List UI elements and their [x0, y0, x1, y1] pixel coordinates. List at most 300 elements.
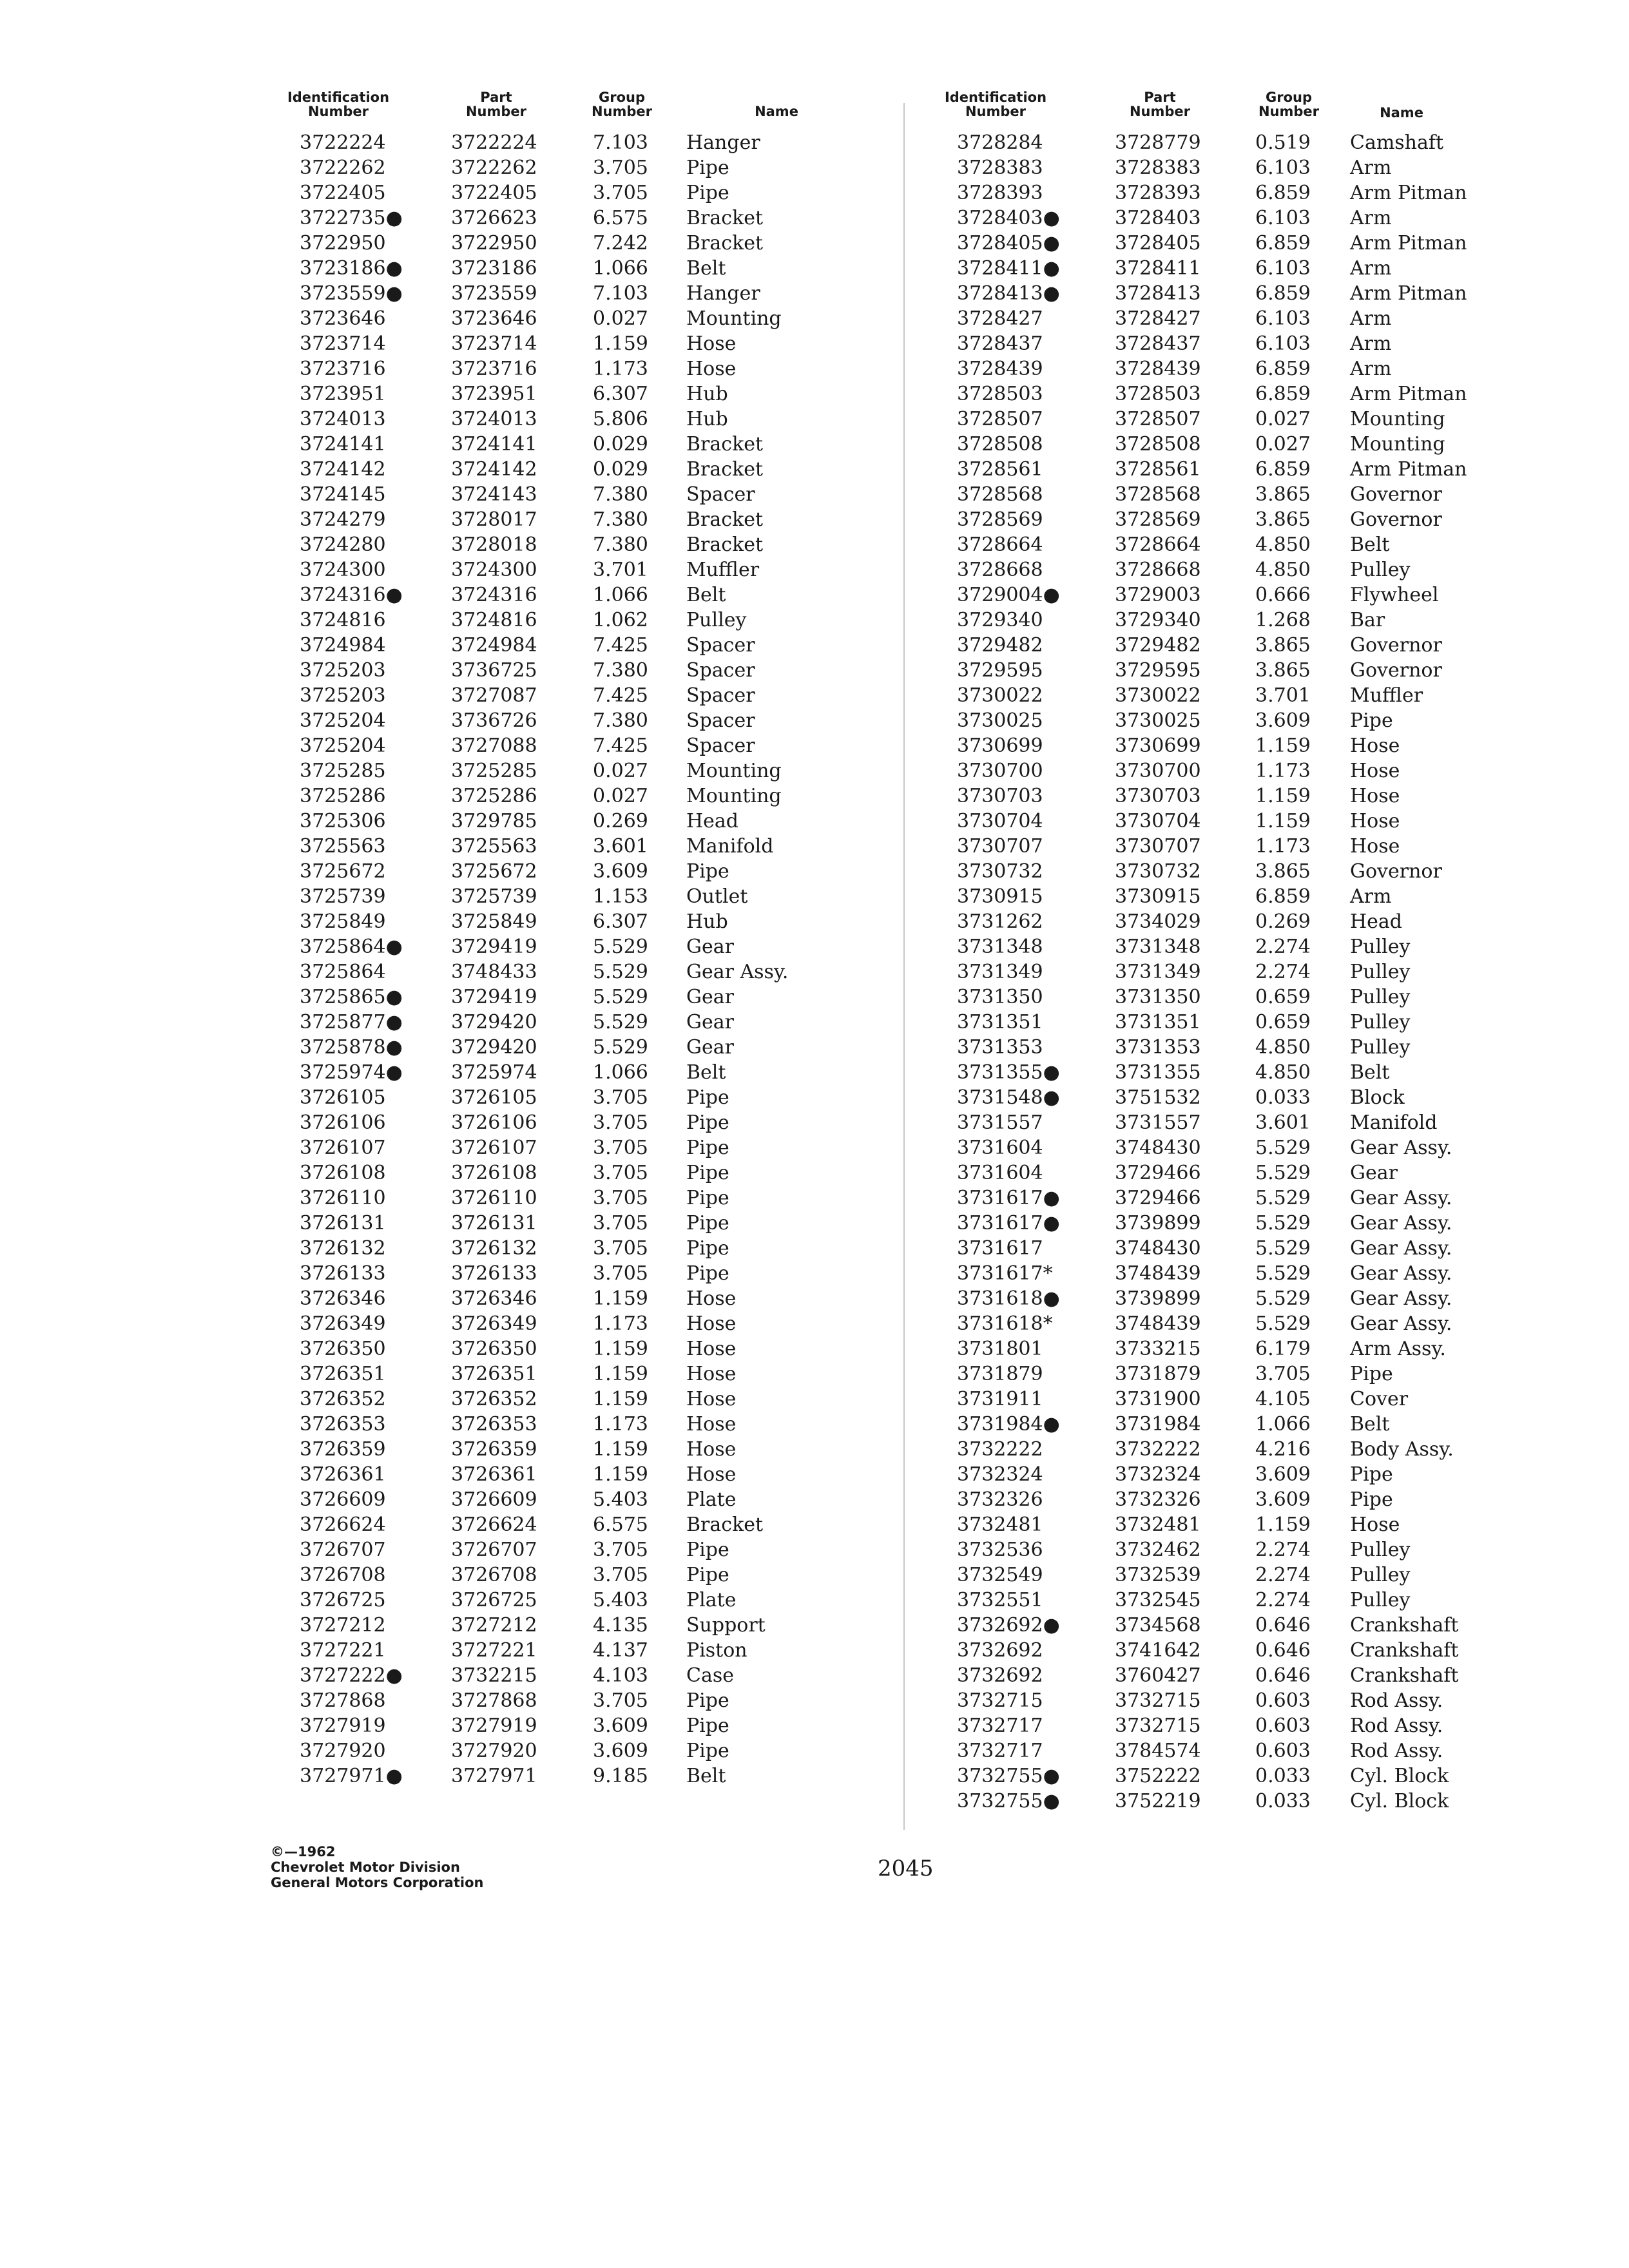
part-name-cell: Spacer — [686, 709, 755, 732]
part-number-cell: 3732545 — [1115, 1589, 1201, 1611]
part-number-cell: 3727212 — [451, 1614, 537, 1637]
group-number-cell: 6.103 — [1255, 157, 1311, 179]
part-number-cell: 3731348 — [1115, 936, 1201, 958]
part-name-cell: Belt — [1350, 1413, 1390, 1436]
group-number-cell: 0.027 — [593, 760, 648, 782]
part-number-cell: 3726350 — [451, 1338, 537, 1360]
group-number-cell: 1.173 — [1255, 835, 1311, 858]
part-number-cell: 3726708 — [451, 1564, 537, 1586]
part-number-cell: 3728427 — [1115, 307, 1201, 330]
part-name-cell: Pipe — [686, 1162, 729, 1184]
part-name-cell: Hose — [686, 332, 737, 355]
identification-number-cell: 3726133 — [300, 1262, 386, 1285]
part-number-cell: 3726106 — [451, 1111, 537, 1134]
part-number-cell: 3724141 — [451, 433, 537, 456]
part-name-cell: Bracket — [686, 533, 764, 556]
identification-number-cell: 3725849 — [300, 910, 386, 933]
group-number-cell: 1.173 — [593, 1312, 648, 1335]
identification-number-cell: 3732715 — [957, 1689, 1043, 1712]
part-name-cell: Spacer — [686, 735, 755, 757]
part-name-cell: Belt — [686, 1765, 726, 1787]
group-number-cell: 3.705 — [593, 1564, 648, 1586]
part-number-cell: 3730025 — [1115, 709, 1201, 732]
identification-number-cell: 3724142 — [300, 458, 386, 481]
part-number-cell: 3726623 — [451, 207, 537, 229]
part-number-cell: 3784574 — [1115, 1740, 1201, 1762]
group-number-cell: 1.066 — [1255, 1413, 1311, 1436]
group-number-cell: 0.603 — [1255, 1740, 1311, 1762]
group-number-cell: 1.173 — [593, 1413, 648, 1436]
part-name-cell: Pulley — [1350, 1564, 1411, 1586]
part-number-cell: 3741642 — [1115, 1639, 1201, 1662]
identification-number-cell: 3728664 — [957, 533, 1043, 556]
part-number-cell: 3727971 — [451, 1765, 537, 1787]
part-number-cell: 3725739 — [451, 885, 537, 908]
part-number-cell: 3733215 — [1115, 1338, 1201, 1360]
part-number-cell: 3726707 — [451, 1539, 537, 1561]
group-number-cell: 3.865 — [1255, 659, 1311, 682]
group-number-cell: 7.242 — [593, 232, 648, 255]
group-number-cell: 7.380 — [593, 508, 648, 531]
part-name-cell: Bracket — [686, 508, 764, 531]
part-name-cell: Pipe — [686, 1689, 729, 1712]
group-number-cell: 7.380 — [593, 533, 648, 556]
identification-number-cell: 3726708 — [300, 1564, 386, 1586]
identification-number-cell: 3732326 — [957, 1488, 1043, 1511]
group-number-cell: 3.609 — [593, 860, 648, 883]
part-number-cell: 3732462 — [1115, 1539, 1201, 1561]
identification-number-cell: 3730703 — [957, 785, 1043, 807]
group-number-cell: 5.529 — [593, 986, 648, 1008]
header-name-label: Name — [1380, 105, 1423, 120]
part-number-cell: 3731557 — [1115, 1111, 1201, 1134]
part-name-cell: Block — [1350, 1086, 1405, 1109]
part-name-cell: Hub — [686, 383, 728, 405]
part-name-cell: Manifold — [686, 835, 774, 858]
part-name-cell: Mounting — [1350, 433, 1445, 456]
group-number-cell: 6.179 — [1255, 1338, 1311, 1360]
part-number-cell: 3728393 — [1115, 182, 1201, 204]
group-number-cell: 7.425 — [593, 634, 648, 657]
part-number-cell: 3736726 — [451, 709, 537, 732]
identification-number-cell: 3732536 — [957, 1539, 1043, 1561]
part-name-cell: Muffler — [1350, 684, 1423, 707]
group-number-cell: 3.609 — [1255, 1488, 1311, 1511]
identification-number-cell: 3728439 — [957, 358, 1043, 380]
group-number-cell: 0.027 — [1255, 408, 1311, 430]
identification-number-cell: 3723186● — [300, 257, 403, 280]
part-name-cell: Hose — [686, 1388, 737, 1410]
group-number-cell: 9.185 — [593, 1765, 648, 1787]
part-name-cell: Hose — [1350, 735, 1400, 757]
part-name-cell: Pulley — [1350, 961, 1411, 983]
identification-number-cell: 3730707 — [957, 835, 1043, 858]
group-number-cell: 0.033 — [1255, 1086, 1311, 1109]
identification-number-cell: 3726108 — [300, 1162, 386, 1184]
part-number-cell: 3726107 — [451, 1137, 537, 1159]
part-number-cell: 3730699 — [1115, 735, 1201, 757]
group-number-cell: 3.865 — [1255, 634, 1311, 657]
header-identification-number — [274, 90, 403, 119]
group-number-cell: 0.029 — [593, 433, 648, 456]
group-number-cell: 3.705 — [593, 157, 648, 179]
group-number-cell: 4.105 — [1255, 1388, 1311, 1410]
part-name-cell: Arm Pitman — [1350, 182, 1467, 204]
group-number-cell: 0.027 — [1255, 433, 1311, 456]
identification-number-cell: 3731557 — [957, 1111, 1043, 1134]
part-number-cell: 3729785 — [451, 810, 537, 832]
group-number-cell: 3.865 — [1255, 860, 1311, 883]
group-number-cell: 3.865 — [1255, 508, 1311, 531]
group-number-cell: 3.601 — [1255, 1111, 1311, 1134]
part-number-cell: 3739899 — [1115, 1287, 1201, 1310]
part-number-cell: 3724984 — [451, 634, 537, 657]
part-number-cell: 3723559 — [451, 282, 537, 305]
group-number-cell: 4.103 — [593, 1664, 648, 1687]
part-number-cell: 3728383 — [1115, 157, 1201, 179]
group-number-cell: 5.529 — [1255, 1162, 1311, 1184]
part-name-cell: Pipe — [1350, 1363, 1393, 1385]
part-number-cell: 3724013 — [451, 408, 537, 430]
identification-number-cell: 3727920 — [300, 1740, 386, 1762]
part-number-cell: 3722262 — [451, 157, 537, 179]
identification-number-cell: 3726624 — [300, 1514, 386, 1536]
group-number-cell: 3.609 — [593, 1740, 648, 1762]
identification-number-cell: 3731349 — [957, 961, 1043, 983]
header-name — [728, 104, 825, 119]
part-number-cell: 3726353 — [451, 1413, 537, 1436]
part-name-cell: Governor — [1350, 860, 1442, 883]
part-name-cell: Gear Assy. — [686, 961, 789, 983]
part-name-cell: Pulley — [1350, 559, 1411, 581]
part-name-cell: Pipe — [1350, 1463, 1393, 1486]
part-name-cell: Pipe — [686, 1086, 729, 1109]
part-number-cell: 3723716 — [451, 358, 537, 380]
part-name-cell: Arm — [1350, 257, 1392, 280]
identification-number-cell: 3726131 — [300, 1212, 386, 1235]
part-name-cell: Bracket — [686, 458, 764, 481]
group-number-cell: 6.103 — [1255, 257, 1311, 280]
group-number-cell: 1.159 — [593, 332, 648, 355]
identification-number-cell: 3732755● — [957, 1765, 1060, 1787]
part-number-cell: 3730700 — [1115, 760, 1201, 782]
part-number-cell: 3748439 — [1115, 1262, 1201, 1285]
copyright-line: ©—1962 — [271, 1844, 336, 1860]
identification-number-cell: 3727221 — [300, 1639, 386, 1662]
identification-number-cell: 3731617● — [957, 1187, 1060, 1209]
identification-number-cell: 3726353 — [300, 1413, 386, 1436]
group-number-cell: 3.705 — [593, 1137, 648, 1159]
part-name-cell: Crankshaft — [1350, 1614, 1459, 1637]
group-number-cell: 5.529 — [1255, 1237, 1311, 1260]
part-number-cell: 3731349 — [1115, 961, 1201, 983]
identification-number-cell: 3731617 — [957, 1237, 1043, 1260]
identification-number-cell: 3725286 — [300, 785, 386, 807]
header-part-line2: Number — [465, 104, 527, 119]
part-name-cell: Gear Assy. — [1350, 1187, 1452, 1209]
part-name-cell: Hose — [686, 358, 737, 380]
identification-number-cell: 3727212 — [300, 1614, 386, 1637]
part-number-cell: 3726624 — [451, 1514, 537, 1536]
group-number-cell: 1.159 — [593, 1338, 648, 1360]
part-name-cell: Pulley — [1350, 1011, 1411, 1033]
identification-number-cell: 3731618● — [957, 1287, 1060, 1310]
part-name-cell: Arm Pitman — [1350, 232, 1467, 255]
identification-number-cell: 3724816 — [300, 609, 386, 631]
identification-number-cell: 3722735● — [300, 207, 403, 229]
group-number-cell: 5.403 — [593, 1488, 648, 1511]
part-number-cell: 3726346 — [451, 1287, 537, 1310]
part-name-cell: Pipe — [686, 1539, 729, 1561]
identification-number-cell: 3727919 — [300, 1715, 386, 1737]
part-name-cell: Body Assy. — [1350, 1438, 1454, 1461]
part-name-cell: Gear — [686, 1036, 734, 1059]
identification-number-cell: 3725204 — [300, 735, 386, 757]
identification-number-cell: 3723559● — [300, 282, 403, 305]
part-name-cell: Gear — [686, 936, 734, 958]
header-name-label: Name — [755, 104, 798, 119]
part-number-cell: 3727920 — [451, 1740, 537, 1762]
identification-number-cell: 3726350 — [300, 1338, 386, 1360]
group-number-cell: 0.646 — [1255, 1664, 1311, 1687]
part-name-cell: Hose — [686, 1287, 737, 1310]
part-number-cell: 3728779 — [1115, 131, 1201, 154]
part-name-cell: Spacer — [686, 634, 755, 657]
part-number-cell: 3727087 — [451, 684, 537, 707]
identification-number-cell: 3725672 — [300, 860, 386, 883]
part-number-cell: 3722950 — [451, 232, 537, 255]
identification-number-cell: 3724280 — [300, 533, 386, 556]
identification-number-cell: 3732692● — [957, 1614, 1060, 1637]
part-number-cell: 3732215 — [451, 1664, 537, 1687]
part-name-cell: Bracket — [686, 232, 764, 255]
identification-number-cell: 3731617* — [957, 1262, 1053, 1285]
header-part-line1: Part — [480, 90, 512, 105]
part-name-cell: Arm Pitman — [1350, 383, 1467, 405]
header-part-line1: Part — [1144, 90, 1176, 105]
group-number-cell: 0.269 — [1255, 910, 1311, 933]
identification-number-cell: 3729595 — [957, 659, 1043, 682]
identification-number-cell: 3731617● — [957, 1212, 1060, 1235]
part-number-cell: 3730704 — [1115, 810, 1201, 832]
group-number-cell: 0.646 — [1255, 1614, 1311, 1637]
part-name-cell: Arm — [1350, 885, 1392, 908]
group-number-cell: 6.575 — [593, 1514, 648, 1536]
identification-number-cell: 3724013 — [300, 408, 386, 430]
part-number-cell: 3723714 — [451, 332, 537, 355]
part-name-cell: Hose — [686, 1413, 737, 1436]
identification-number-cell: 3725306 — [300, 810, 386, 832]
identification-number-cell: 3732755● — [957, 1790, 1060, 1812]
part-number-cell: 3730915 — [1115, 885, 1201, 908]
identification-number-cell: 3725864 — [300, 961, 386, 983]
part-name-cell: Governor — [1350, 659, 1442, 682]
header-part-number — [1115, 90, 1205, 119]
part-name-cell: Pipe — [686, 1187, 729, 1209]
identification-number-cell: 3731604 — [957, 1162, 1043, 1184]
part-number-cell: 3729419 — [451, 936, 537, 958]
group-number-cell: 3.705 — [593, 1187, 648, 1209]
part-number-cell: 3725285 — [451, 760, 537, 782]
identification-number-cell: 3732222 — [957, 1438, 1043, 1461]
identification-number-cell: 3726107 — [300, 1137, 386, 1159]
identification-number-cell: 3731801 — [957, 1338, 1043, 1360]
part-number-cell: 3728437 — [1115, 332, 1201, 355]
identification-number-cell: 3724300 — [300, 559, 386, 581]
group-number-cell: 4.135 — [593, 1614, 648, 1637]
part-number-cell: 3731351 — [1115, 1011, 1201, 1033]
part-number-cell: 3729420 — [451, 1036, 537, 1059]
identification-number-cell: 3731618* — [957, 1312, 1053, 1335]
identification-number-cell: 3723714 — [300, 332, 386, 355]
part-name-cell: Support — [686, 1614, 766, 1637]
identification-number-cell: 3725563 — [300, 835, 386, 858]
part-number-cell: 3731879 — [1115, 1363, 1201, 1385]
identification-number-cell: 3724141 — [300, 433, 386, 456]
group-number-cell: 1.066 — [593, 257, 648, 280]
part-number-cell: 3724300 — [451, 559, 537, 581]
division-line: Chevrolet Motor Division — [271, 1860, 460, 1875]
group-number-cell: 5.529 — [593, 961, 648, 983]
part-name-cell: Gear Assy. — [1350, 1312, 1452, 1335]
part-number-cell: 3731350 — [1115, 986, 1201, 1008]
group-number-cell: 1.153 — [593, 885, 648, 908]
part-name-cell: Pipe — [686, 1564, 729, 1586]
part-number-cell: 3729003 — [1115, 584, 1201, 606]
part-name-cell: Bracket — [686, 207, 764, 229]
part-name-cell: Hose — [686, 1338, 737, 1360]
header-identification-number — [928, 90, 1063, 119]
identification-number-cell: 3726110 — [300, 1187, 386, 1209]
part-name-cell: Spacer — [686, 483, 755, 506]
identification-number-cell: 3722262 — [300, 157, 386, 179]
header-id-line2: Number — [307, 104, 369, 119]
part-number-cell: 3730022 — [1115, 684, 1201, 707]
part-name-cell: Pulley — [1350, 1539, 1411, 1561]
identification-number-cell: 3728427 — [957, 307, 1043, 330]
group-number-cell: 1.268 — [1255, 609, 1311, 631]
identification-number-cell: 3728569 — [957, 508, 1043, 531]
part-name-cell: Governor — [1350, 508, 1442, 531]
identification-number-cell: 3726361 — [300, 1463, 386, 1486]
part-number-cell: 3724142 — [451, 458, 537, 481]
identification-number-cell: 3725877● — [300, 1011, 403, 1033]
part-number-cell: 3731353 — [1115, 1036, 1201, 1059]
group-number-cell: 5.529 — [593, 1036, 648, 1059]
group-number-cell: 3.705 — [593, 182, 648, 204]
part-number-cell: 3728018 — [451, 533, 537, 556]
group-number-cell: 1.159 — [593, 1363, 648, 1385]
part-number-cell: 3732222 — [1115, 1438, 1201, 1461]
part-name-cell: Mounting — [686, 307, 782, 330]
part-number-cell: 3728411 — [1115, 257, 1201, 280]
identification-number-cell: 3725203 — [300, 659, 386, 682]
identification-number-cell: 3725203 — [300, 684, 386, 707]
part-number-cell: 3732324 — [1115, 1463, 1201, 1486]
group-number-cell: 3.609 — [593, 1715, 648, 1737]
part-number-cell: 3729419 — [451, 986, 537, 1008]
part-number-cell: 3726725 — [451, 1589, 537, 1611]
group-number-cell: 3.705 — [1255, 1363, 1311, 1385]
identification-number-cell: 3730699 — [957, 735, 1043, 757]
part-number-cell: 3751532 — [1115, 1086, 1201, 1109]
group-number-cell: 5.529 — [1255, 1187, 1311, 1209]
identification-number-cell: 3728411● — [957, 257, 1060, 280]
identification-number-cell: 3722405 — [300, 182, 386, 204]
identification-number-cell: 3731604 — [957, 1137, 1043, 1159]
group-number-cell: 0.029 — [593, 458, 648, 481]
part-name-cell: Hub — [686, 910, 728, 933]
identification-number-cell: 3722950 — [300, 232, 386, 255]
part-number-cell: 3726131 — [451, 1212, 537, 1235]
part-name-cell: Arm Pitman — [1350, 458, 1467, 481]
group-number-cell: 4.137 — [593, 1639, 648, 1662]
identification-number-cell: 3726351 — [300, 1363, 386, 1385]
part-name-cell: Bracket — [686, 433, 764, 456]
header-name — [1353, 106, 1450, 120]
part-number-cell: 3728561 — [1115, 458, 1201, 481]
group-number-cell: 7.103 — [593, 282, 648, 305]
part-name-cell: Governor — [1350, 483, 1442, 506]
part-name-cell: Pipe — [686, 860, 729, 883]
identification-number-cell: 3732481 — [957, 1514, 1043, 1536]
part-number-cell: 3726359 — [451, 1438, 537, 1461]
part-number-cell: 3730732 — [1115, 860, 1201, 883]
header-part-number — [451, 90, 541, 119]
group-number-cell: 5.529 — [593, 1011, 648, 1033]
group-number-cell: 1.066 — [593, 584, 648, 606]
part-name-cell: Hose — [686, 1463, 737, 1486]
part-name-cell: Cyl. Block — [1350, 1790, 1449, 1812]
part-number-cell: 3728405 — [1115, 232, 1201, 255]
part-number-cell: 3730707 — [1115, 835, 1201, 858]
identification-number-cell: 3727222● — [300, 1664, 403, 1687]
part-number-cell: 3729420 — [451, 1011, 537, 1033]
part-number-cell: 3731900 — [1115, 1388, 1201, 1410]
header-id-line1: Identification — [944, 90, 1047, 105]
part-name-cell: Gear Assy. — [1350, 1262, 1452, 1285]
group-number-cell: 6.859 — [1255, 182, 1311, 204]
part-number-cell: 3728507 — [1115, 408, 1201, 430]
identification-number-cell: 3726352 — [300, 1388, 386, 1410]
header-id-line1: Identification — [287, 90, 390, 105]
corporation-line: General Motors Corporation — [271, 1875, 484, 1890]
identification-number-cell: 3728413● — [957, 282, 1060, 305]
group-number-cell: 0.603 — [1255, 1715, 1311, 1737]
group-number-cell: 3.705 — [593, 1539, 648, 1561]
part-number-cell: 3726361 — [451, 1463, 537, 1486]
group-number-cell: 0.519 — [1255, 131, 1311, 154]
identification-number-cell: 3728568 — [957, 483, 1043, 506]
part-name-cell: Bracket — [686, 1514, 764, 1536]
group-number-cell: 3.705 — [593, 1212, 648, 1235]
part-name-cell: Cyl. Block — [1350, 1765, 1449, 1787]
part-number-cell: 3728503 — [1115, 383, 1201, 405]
part-name-cell: Rod Assy. — [1350, 1689, 1443, 1712]
part-number-cell: 3730703 — [1115, 785, 1201, 807]
identification-number-cell: 3731348 — [957, 936, 1043, 958]
identification-number-cell: 3729340 — [957, 609, 1043, 631]
identification-number-cell: 3732324 — [957, 1463, 1043, 1486]
part-name-cell: Hose — [1350, 835, 1400, 858]
part-number-cell: 3728569 — [1115, 508, 1201, 531]
part-name-cell: Hose — [1350, 760, 1400, 782]
identification-number-cell: 3722224 — [300, 131, 386, 154]
part-number-cell: 3727221 — [451, 1639, 537, 1662]
group-number-cell: 5.529 — [1255, 1262, 1311, 1285]
identification-number-cell: 3726132 — [300, 1237, 386, 1260]
identification-number-cell: 3731984● — [957, 1413, 1060, 1436]
